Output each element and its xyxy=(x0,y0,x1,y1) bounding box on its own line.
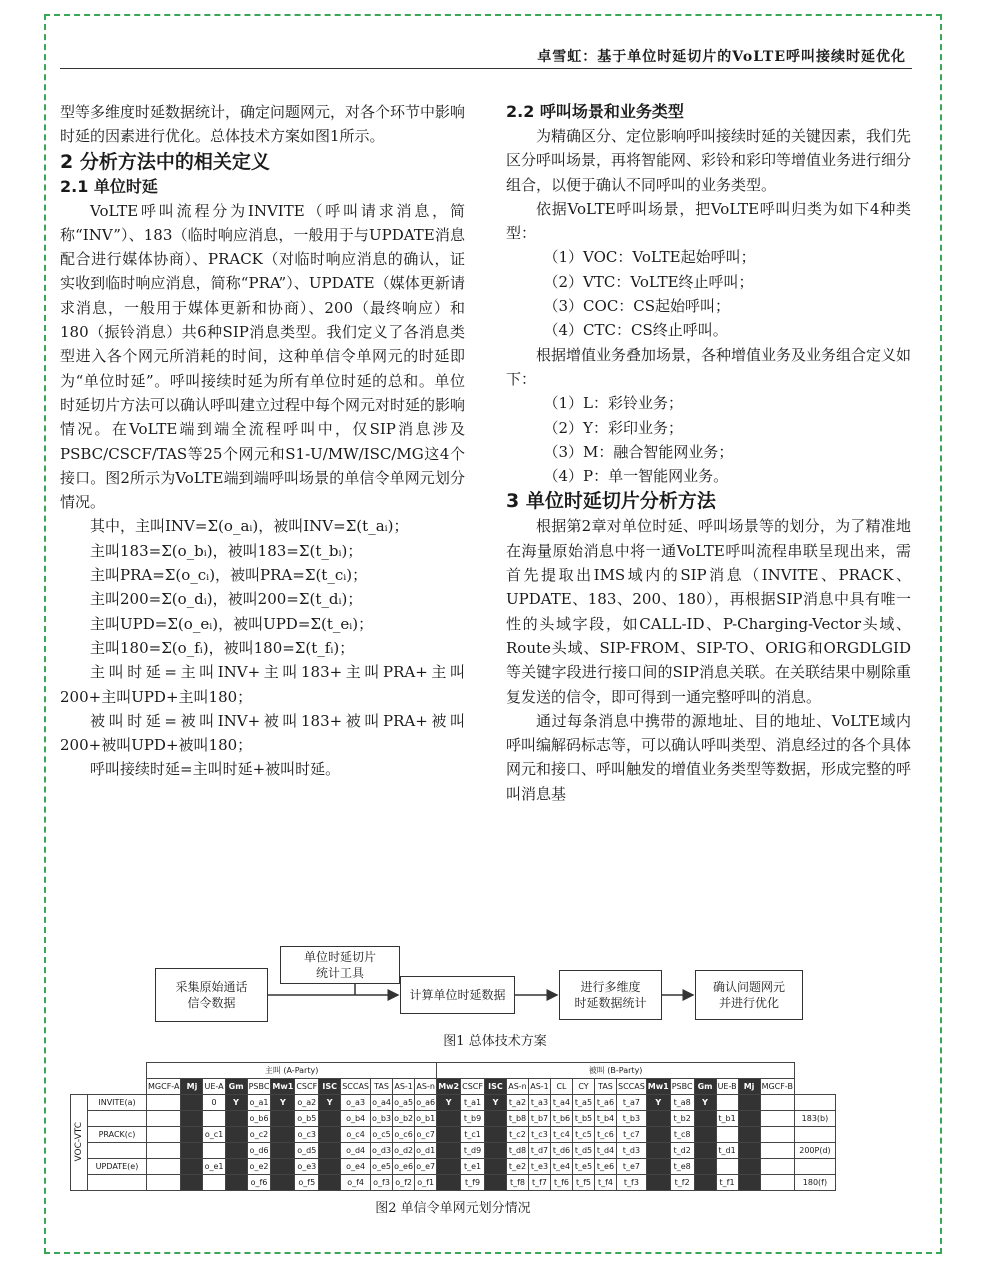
table-cell xyxy=(203,1143,225,1159)
table-cell: o_e4 xyxy=(341,1159,371,1175)
table-cell xyxy=(646,1175,670,1191)
table-cell: o_e7 xyxy=(415,1159,437,1175)
table-cell xyxy=(484,1143,506,1159)
column-header: SCCAS xyxy=(341,1079,371,1095)
table-cell xyxy=(319,1111,341,1127)
table-cell: o_f1 xyxy=(415,1175,437,1191)
table-cell xyxy=(738,1143,760,1159)
column-header: AS-n xyxy=(506,1079,528,1095)
column-header: PSBC xyxy=(670,1079,694,1095)
table-cell: t_f6 xyxy=(550,1175,572,1191)
signaling-table xyxy=(70,1062,836,1191)
table-cell: t_f8 xyxy=(506,1175,528,1191)
table-cell xyxy=(181,1159,203,1175)
right-column xyxy=(506,100,911,806)
table-cell: t_e8 xyxy=(670,1159,694,1175)
table-cell: o_e6 xyxy=(393,1159,415,1175)
table-cell xyxy=(484,1159,506,1175)
table-cell: o_e2 xyxy=(247,1159,271,1175)
table-cell xyxy=(271,1143,295,1159)
table-cell xyxy=(760,1159,794,1175)
table-cell: t_b5 xyxy=(572,1111,594,1127)
table-cell xyxy=(646,1159,670,1175)
table-cell xyxy=(181,1111,203,1127)
table-cell xyxy=(760,1111,794,1127)
box-stat: 进行多维度 时延数据统计 xyxy=(559,970,662,1020)
table-cell xyxy=(738,1175,760,1191)
table-cell xyxy=(181,1175,203,1191)
table-cell: t_a8 xyxy=(670,1095,694,1111)
table-cell: o_e5 xyxy=(371,1159,393,1175)
table-cell xyxy=(694,1159,716,1175)
column-header: Gm xyxy=(225,1079,247,1095)
table-cell xyxy=(484,1175,506,1191)
table-cell: o_c1 xyxy=(203,1127,225,1143)
table-cell: t_b3 xyxy=(616,1111,646,1127)
row-label: PRACK(c) xyxy=(88,1127,147,1143)
definition-paragraph: VoLTE呼叫流程分为INVITE（呼叫请求消息，简称“INV”）、183（临时响应消息，一般用于与UPDATE消息配合进行媒体协商）、PRACK（对临时响应消息的确认，证实收到临时响应消息，简称“PRA”）、UPDATE（媒体更新请求消息，一般用于媒体更新和协商）、200（最终响应）和180（振铃消息）共6种SIP消息类型。我们定义了各消息类型进入各个网元所消耗的时间，这种单信令单网元的时延即为“单位时延”。呼叫接续时延为所有单位时延的总和。单位时延切片方法可以确认呼叫建立过程中每个网元对时延的影响情况。在VoLTE端到端全流程呼叫中，仅SIP消息涉及PSBC/CSCF/TAS等25个网元和S1-U/MW/ISC/MG这4个接口。图2所示为VoLTE端到端呼叫场景的单信令单网元划分情况。 xyxy=(60,201,466,512)
table-cell xyxy=(181,1095,203,1111)
table-cell: o_a5 xyxy=(393,1095,415,1111)
table-cell: Y xyxy=(484,1095,506,1111)
table-cell xyxy=(147,1175,181,1191)
table-cell xyxy=(437,1127,461,1143)
table-cell: o_c5 xyxy=(371,1127,393,1143)
table-cell xyxy=(181,1143,203,1159)
table-cell xyxy=(646,1127,670,1143)
table-cell: t_e4 xyxy=(550,1159,572,1175)
table-cell xyxy=(271,1159,295,1175)
scene-paragraph-1: 为精确区分、定位影响呼叫接续时延的关键因素，我们先区分呼叫场景，再将智能网、彩铃和彩印等增值业务进行细分组合，以便于确认不同呼叫的业务类型。 xyxy=(506,127,912,194)
equation-list xyxy=(60,514,465,660)
table-cell: t_a5 xyxy=(572,1095,594,1111)
table-cell: o_c7 xyxy=(415,1127,437,1143)
table-cell: o_b2 xyxy=(393,1111,415,1127)
table-cell: Y xyxy=(437,1095,461,1111)
column-header: ISC xyxy=(484,1079,506,1095)
table-cell: t_a4 xyxy=(550,1095,572,1111)
equation-line: 主叫PRA=Σ(o_cᵢ)，被叫PRA=Σ(t_cᵢ)； xyxy=(90,566,368,585)
scene-list xyxy=(506,245,911,342)
side-label-text: VOC-VTC xyxy=(74,1121,84,1162)
table-cell: t_e1 xyxy=(461,1159,485,1175)
table-cell: o_c4 xyxy=(341,1127,371,1143)
table-cell: t_d1 xyxy=(716,1143,738,1159)
table-cell xyxy=(484,1127,506,1143)
figure-1-caption: 图1 总体技术方案 xyxy=(443,1034,547,1049)
table-cell xyxy=(694,1175,716,1191)
service-item: （3）M：融合智能网业务； xyxy=(543,442,734,461)
intro-paragraph: 型等多维度时延数据统计，确定问题网元，对各个环节中影响时延的因素进行优化。总体技术方案如图1所示。 xyxy=(60,103,466,146)
table-cell xyxy=(225,1175,247,1191)
row-response-label: 200P(d) xyxy=(794,1143,835,1159)
table-cell xyxy=(694,1143,716,1159)
table-cell: o_e3 xyxy=(295,1159,319,1175)
row-label xyxy=(88,1111,147,1127)
table-cell: t_a1 xyxy=(461,1095,485,1111)
service-item: （2）Y：彩印业务； xyxy=(543,418,683,437)
table-cell xyxy=(694,1127,716,1143)
row-label xyxy=(88,1175,147,1191)
table-cell: t_b9 xyxy=(461,1111,485,1127)
table-cell: t_d4 xyxy=(594,1143,616,1159)
scene-item: （4）CTC：CS终止呼叫。 xyxy=(543,321,728,340)
column-header: PSBC xyxy=(247,1079,271,1095)
box-tool: 单位时延切片 统计工具 xyxy=(280,946,400,984)
table-cell: t_a6 xyxy=(594,1095,616,1111)
table-cell: t_c6 xyxy=(594,1127,616,1143)
row-response-label xyxy=(794,1127,835,1143)
table-cell xyxy=(225,1143,247,1159)
table-cell: o_f4 xyxy=(341,1175,371,1191)
table-cell: t_c7 xyxy=(616,1127,646,1143)
table-cell: o_c3 xyxy=(295,1127,319,1143)
column-header: CL xyxy=(550,1079,572,1095)
table-cell xyxy=(225,1111,247,1127)
section-2-heading: 2 分析方法中的相关定义 xyxy=(60,150,270,173)
table-cell: o_a2 xyxy=(295,1095,319,1111)
table-cell: t_d7 xyxy=(528,1143,550,1159)
blank-cell xyxy=(794,1079,835,1095)
figure-1 xyxy=(150,940,840,1060)
table-cell xyxy=(319,1159,341,1175)
table-cell xyxy=(437,1111,461,1127)
table-cell xyxy=(738,1111,760,1127)
equation-line: 主叫200=Σ(o_dᵢ)，被叫200=Σ(t_dᵢ)； xyxy=(90,590,363,609)
method-paragraph-2: 通过每条消息中携带的源地址、目的地址、VoLTE域内呼叫编解码标志等，可以确认呼叫类型、消息经过的各个具体网元和接口、呼叫触发的增值业务类型等数据，形成完整的呼叫消息基 xyxy=(506,711,912,803)
table-cell: t_c2 xyxy=(506,1127,528,1143)
table-cell: t_b4 xyxy=(594,1111,616,1127)
table-cell xyxy=(225,1127,247,1143)
column-header: Mj xyxy=(181,1079,203,1095)
table-cell xyxy=(760,1095,794,1111)
column-header: CY xyxy=(572,1079,594,1095)
table-cell: t_c4 xyxy=(550,1127,572,1143)
table-cell: o_d6 xyxy=(247,1143,271,1159)
table-cell: t_a7 xyxy=(616,1095,646,1111)
column-header: Mw1 xyxy=(646,1079,670,1095)
method-paragraph-1: 根据第2章对单位时延、呼叫场景等的划分，为了精准地在海量原始消息中将一通VoLTE呼叫流程串联呈现出来，需首先提取出IMS域内的SIP消息（INVITE、PRACK、UPDATE、183、200、180），再根据SIP消息中具有唯一性的头域字段，如CALL-ID、P-Charging-Vector头域、Route头域、SIP-FROM、SIP-TO、ORIG和ORGDLGID等关键字段进行接口间的SIP消息关联。在关联结果中剔除重复发送的信令，即可得到一通完整呼叫的消息。 xyxy=(506,517,911,706)
table-cell: t_d6 xyxy=(550,1143,572,1159)
corner-cell xyxy=(71,1079,147,1095)
table-cell xyxy=(147,1143,181,1159)
table-cell: o_a4 xyxy=(371,1095,393,1111)
table-cell: o_b5 xyxy=(295,1111,319,1127)
table-cell: t_f1 xyxy=(716,1175,738,1191)
table-cell: t_f7 xyxy=(528,1175,550,1191)
column-header: AS-n xyxy=(415,1079,437,1095)
table-cell: o_a3 xyxy=(341,1095,371,1111)
table-cell: Y xyxy=(271,1095,295,1111)
table-cell xyxy=(646,1143,670,1159)
table-cell xyxy=(738,1159,760,1175)
table-cell xyxy=(181,1127,203,1143)
table-cell: t_f3 xyxy=(616,1175,646,1191)
table-cell: o_f5 xyxy=(295,1175,319,1191)
table-cell: o_d2 xyxy=(393,1143,415,1159)
table-cell: t_e7 xyxy=(616,1159,646,1175)
row-response-label: 180(f) xyxy=(794,1175,835,1191)
column-header: CSCF xyxy=(295,1079,319,1095)
service-item: （4）P：单一智能网业务。 xyxy=(543,467,729,486)
table-cell: o_a1 xyxy=(247,1095,271,1111)
table-cell: o_e1 xyxy=(203,1159,225,1175)
scene-item: （2）VTC：VoLTE终止呼叫； xyxy=(543,272,754,291)
table-cell: o_c6 xyxy=(393,1127,415,1143)
table-cell xyxy=(203,1111,225,1127)
table-cell xyxy=(437,1175,461,1191)
row-response-label: 183(b) xyxy=(794,1111,835,1127)
table-cell xyxy=(716,1095,738,1111)
table-cell: t_d2 xyxy=(670,1143,694,1159)
table-cell xyxy=(738,1095,760,1111)
table-cell: Y xyxy=(694,1095,716,1111)
table-cell xyxy=(271,1175,295,1191)
table-cell: t_d3 xyxy=(616,1143,646,1159)
table-cell: o_b6 xyxy=(247,1111,271,1127)
sum-caller: 主叫时延=主叫INV+主叫183+主叫PRA+主叫200+主叫UPD+主叫180； xyxy=(60,663,465,706)
table-cell: o_d5 xyxy=(295,1143,319,1159)
table-cell: t_e5 xyxy=(572,1159,594,1175)
table-cell: t_f5 xyxy=(572,1175,594,1191)
table-cell xyxy=(716,1159,738,1175)
table-cell: t_b1 xyxy=(716,1111,738,1127)
table-row xyxy=(71,1095,836,1111)
column-header: SCCAS xyxy=(616,1079,646,1095)
figure-2-caption: 图2 单信令单网元划分情况 xyxy=(375,1201,531,1216)
table-cell: o_b3 xyxy=(371,1111,393,1127)
table-cell xyxy=(760,1143,794,1159)
column-header: Mw1 xyxy=(271,1079,295,1095)
column-header: Mw2 xyxy=(437,1079,461,1095)
table-cell: t_b2 xyxy=(670,1111,694,1127)
column-header: AS-1 xyxy=(393,1079,415,1095)
table-cell: t_f9 xyxy=(461,1175,485,1191)
column-header: UE-A xyxy=(203,1079,225,1095)
side-label xyxy=(71,1095,88,1191)
table-cell: o_d3 xyxy=(371,1143,393,1159)
scene-item: （1）VOC：VoLTE起始呼叫； xyxy=(543,248,756,267)
table-cell: o_d1 xyxy=(415,1143,437,1159)
table-cell xyxy=(225,1159,247,1175)
table-cell: t_d5 xyxy=(572,1143,594,1159)
table-cell: o_d4 xyxy=(341,1143,371,1159)
table-cell xyxy=(694,1111,716,1127)
table-cell: t_e2 xyxy=(506,1159,528,1175)
running-header xyxy=(60,46,912,69)
scene-item: （3）COC：CS起始呼叫； xyxy=(543,297,731,316)
scene-paragraph-2: 依据VoLTE呼叫场景，把VoLTE呼叫归类为如下4种类型： xyxy=(506,199,911,243)
table-cell xyxy=(760,1175,794,1191)
column-header: AS-1 xyxy=(528,1079,550,1095)
table-row xyxy=(71,1127,836,1143)
table-row xyxy=(71,1175,836,1191)
box-calc: 计算单位时延数据 xyxy=(400,976,515,1014)
sum-callee: 被叫时延=被叫INV+被叫183+被叫PRA+被叫200+被叫UPD+被叫180； xyxy=(60,711,465,755)
table-cell: t_d8 xyxy=(506,1143,528,1159)
table-cell xyxy=(147,1127,181,1143)
section-2-1-heading: 2.1 单位时延 xyxy=(60,176,158,196)
equation-line: 其中，主叫INV=Σ(o_aᵢ)，被叫INV=Σ(t_aᵢ)； xyxy=(90,517,409,536)
column-header: TAS xyxy=(371,1079,393,1095)
table-cell: 0 xyxy=(203,1095,225,1111)
table-cell: o_f3 xyxy=(371,1175,393,1191)
table-cell xyxy=(437,1159,461,1175)
column-header: UE-B xyxy=(716,1079,738,1095)
table-cell: o_c2 xyxy=(247,1127,271,1143)
table-cell: t_e6 xyxy=(594,1159,616,1175)
table-cell: o_f2 xyxy=(393,1175,415,1191)
column-header: MGCF-A xyxy=(147,1079,181,1095)
table-cell: o_f6 xyxy=(247,1175,271,1191)
table-cell: t_c3 xyxy=(528,1127,550,1143)
column-header: ISC xyxy=(319,1079,341,1095)
table-cell: t_b6 xyxy=(550,1111,572,1127)
table-cell: t_c8 xyxy=(670,1127,694,1143)
column-header: Mj xyxy=(738,1079,760,1095)
box-collect: 采集原始通话 信令数据 xyxy=(155,968,268,1022)
table-cell xyxy=(484,1111,506,1127)
table-cell: t_e3 xyxy=(528,1159,550,1175)
left-column xyxy=(60,100,465,782)
table-cell xyxy=(738,1127,760,1143)
table-cell xyxy=(319,1143,341,1159)
table-cell: t_a3 xyxy=(528,1095,550,1111)
row-response-label xyxy=(794,1095,835,1111)
blank-cell xyxy=(794,1063,835,1079)
table-cell xyxy=(760,1127,794,1143)
service-paragraph: 根据增值业务叠加场景，各种增值业务及业务组合定义如下： xyxy=(506,345,912,388)
sum-total: 呼叫接续时延=主叫时延+被叫时延。 xyxy=(90,760,341,779)
table-row xyxy=(71,1159,836,1175)
equation-line: 主叫180=Σ(o_fᵢ)，被叫180=Σ(t_fᵢ)； xyxy=(90,638,355,657)
figure-2 xyxy=(70,1062,836,1216)
table-cell xyxy=(646,1111,670,1127)
column-header: CSCF xyxy=(461,1079,485,1095)
table-cell: t_b7 xyxy=(528,1111,550,1127)
equation-line: 主叫UPD=Σ(o_eᵢ)，被叫UPD=Σ(t_eᵢ)； xyxy=(90,614,374,633)
box-confirm: 确认问题网元 并进行优化 xyxy=(695,970,803,1020)
table-cell xyxy=(203,1175,225,1191)
table-cell xyxy=(271,1127,295,1143)
row-label xyxy=(88,1143,147,1159)
column-header: MGCF-B xyxy=(760,1079,794,1095)
table-cell: t_c1 xyxy=(461,1127,485,1143)
table-cell: t_c5 xyxy=(572,1127,594,1143)
table-cell xyxy=(319,1175,341,1191)
table-cell: t_a2 xyxy=(506,1095,528,1111)
column-header: Gm xyxy=(694,1079,716,1095)
equation-line: 主叫183=Σ(o_bᵢ)，被叫183=Σ(t_bᵢ)； xyxy=(90,541,363,560)
section-2-2-heading: 2.2 呼叫场景和业务类型 xyxy=(506,102,684,121)
row-label: INVITE(a) xyxy=(88,1095,147,1111)
table-cell: t_b8 xyxy=(506,1111,528,1127)
table-cell: t_d9 xyxy=(461,1143,485,1159)
table-cell: o_b4 xyxy=(341,1111,371,1127)
corner-cell xyxy=(71,1063,147,1079)
table-cell xyxy=(147,1159,181,1175)
table-cell: Y xyxy=(646,1095,670,1111)
table-cell: Y xyxy=(319,1095,341,1111)
column-header: TAS xyxy=(594,1079,616,1095)
table-cell xyxy=(319,1127,341,1143)
table-cell: Y xyxy=(225,1095,247,1111)
service-item: （1）L：彩铃业务； xyxy=(543,394,684,413)
row-label: UPDATE(e) xyxy=(88,1159,147,1175)
running-header-title: 卓雪虹：基于单位时延切片的VoLTE呼叫接续时延优化 xyxy=(537,49,906,65)
table-row xyxy=(71,1111,836,1127)
table-row xyxy=(71,1143,836,1159)
table-cell xyxy=(437,1143,461,1159)
table-cell xyxy=(147,1095,181,1111)
table-cell: t_f2 xyxy=(670,1175,694,1191)
service-list xyxy=(506,391,911,488)
table-cell xyxy=(147,1111,181,1127)
section-3-heading: 3 单位时延切片分析方法 xyxy=(506,490,716,513)
row-response-label xyxy=(794,1159,835,1175)
party-a-header: 主叫 (A-Party) xyxy=(147,1063,437,1079)
table-cell xyxy=(271,1111,295,1127)
table-cell: t_f4 xyxy=(594,1175,616,1191)
party-b-header: 被叫 (B-Party) xyxy=(437,1063,795,1079)
table-cell: o_b1 xyxy=(415,1111,437,1127)
table-cell: o_a6 xyxy=(415,1095,437,1111)
table-cell xyxy=(716,1127,738,1143)
